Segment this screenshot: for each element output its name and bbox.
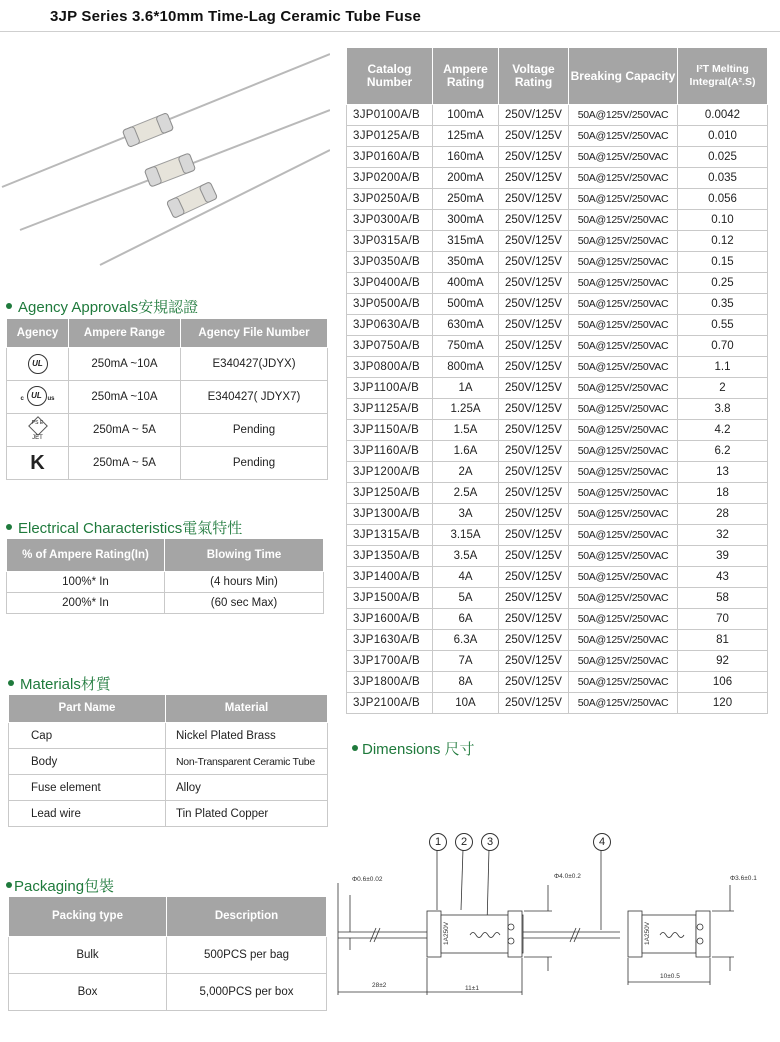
cul-suffix: us [47, 395, 55, 402]
dimension-drawing-svg [330, 825, 780, 1025]
packing-desc: 5,000PCS per box [167, 974, 327, 1011]
i2t-value: 4.2 [678, 420, 768, 441]
table-row [347, 357, 768, 378]
i2t-value: 120 [678, 693, 768, 714]
i2t-value: 39 [678, 546, 768, 567]
materials-heading [8, 673, 111, 694]
table-row [347, 105, 768, 126]
i2t-value: 0.10 [678, 210, 768, 231]
kc-icon: K [30, 452, 45, 474]
voltage-rating: 250V/125V [499, 588, 569, 609]
voltage-rating: 250V/125V [499, 336, 569, 357]
ampere-rating: 3A [433, 504, 499, 525]
table-row [347, 189, 768, 210]
electrical-header-rating: % of Ampere Rating(In) [7, 539, 165, 572]
table-row [347, 693, 768, 714]
voltage-rating: 250V/125V [499, 546, 569, 567]
agency-range: 250mA ~10A [69, 348, 181, 381]
table-row [9, 749, 328, 775]
catalog-header-row [347, 48, 768, 105]
ampere-rating: 2A [433, 462, 499, 483]
table-row [347, 630, 768, 651]
breaking-capacity: 50A@125V/250VAC [569, 252, 678, 273]
voltage-rating: 250V/125V [499, 126, 569, 147]
table-row [9, 937, 327, 974]
catalog-number: 3JP1700A/B [347, 651, 433, 672]
rating-cell: 100%* In [7, 572, 165, 593]
packaging-header-desc: Description [167, 897, 327, 937]
breaking-capacity: 50A@125V/250VAC [569, 399, 678, 420]
i2t-value: 81 [678, 630, 768, 651]
materials-header-row [9, 695, 328, 723]
ampere-rating: 10A [433, 693, 499, 714]
table-row [347, 399, 768, 420]
agency-mark-cell [7, 348, 69, 381]
breaking-capacity: 50A@125V/250VAC [569, 420, 678, 441]
ampere-rating: 315mA [433, 231, 499, 252]
voltage-rating: 250V/125V [499, 567, 569, 588]
ampere-rating: 3.15A [433, 525, 499, 546]
ampere-rating: 8A [433, 672, 499, 693]
table-row [347, 273, 768, 294]
voltage-rating: 250V/125V [499, 441, 569, 462]
ampere-rating: 630mA [433, 315, 499, 336]
table-row [347, 483, 768, 504]
ampere-rating: 1.6A [433, 441, 499, 462]
packing-desc: 500PCS per bag [167, 937, 327, 974]
voltage-rating: 250V/125V [499, 525, 569, 546]
jet-label: JET [32, 434, 43, 441]
bullet-icon [8, 680, 14, 686]
i2t-value: 0.0042 [678, 105, 768, 126]
part-name: Body [9, 749, 166, 775]
table-row [347, 210, 768, 231]
breaking-capacity: 50A@125V/250VAC [569, 546, 678, 567]
table-row [9, 801, 328, 827]
table-row [9, 974, 327, 1011]
voltage-rating: 250V/125V [499, 273, 569, 294]
table-row [7, 593, 324, 614]
table-row [347, 462, 768, 483]
table-row [347, 126, 768, 147]
material-value: Nickel Plated Brass [166, 723, 328, 749]
breaking-capacity: 50A@125V/250VAC [569, 273, 678, 294]
breaking-capacity: 50A@125V/250VAC [569, 462, 678, 483]
i2t-value: 2 [678, 378, 768, 399]
i2t-value: 28 [678, 504, 768, 525]
voltage-rating: 250V/125V [499, 189, 569, 210]
catalog-number: 3JP1500A/B [347, 588, 433, 609]
ampere-rating: 250mA [433, 189, 499, 210]
i2t-value: 0.010 [678, 126, 768, 147]
breaking-capacity: 50A@125V/250VAC [569, 378, 678, 399]
table-row [347, 588, 768, 609]
table-row [9, 775, 328, 801]
time-cell: (4 hours Min) [165, 572, 324, 593]
i2t-value: 13 [678, 462, 768, 483]
catalog-number: 3JP1630A/B [347, 630, 433, 651]
cul-mark: UL [27, 386, 47, 406]
i2t-value: 43 [678, 567, 768, 588]
catalog-number: 3JP0400A/B [347, 273, 433, 294]
voltage-rating: 250V/125V [499, 399, 569, 420]
table-row [347, 420, 768, 441]
agency-mark-cell [7, 381, 69, 414]
i2t-value: 0.035 [678, 168, 768, 189]
materials-table [8, 694, 328, 827]
ampere-rating: 7A [433, 651, 499, 672]
part-name: Lead wire [9, 801, 166, 827]
electrical-header-time: Blowing Time [165, 539, 324, 572]
agency-header-file: Agency File Number [181, 319, 328, 348]
breaking-capacity: 50A@125V/250VAC [569, 651, 678, 672]
i2t-value: 1.1 [678, 357, 768, 378]
table-row [347, 147, 768, 168]
breaking-capacity: 50A@125V/250VAC [569, 231, 678, 252]
dimensions-heading [352, 738, 475, 759]
voltage-rating: 250V/125V [499, 315, 569, 336]
part-name: Fuse element [9, 775, 166, 801]
fuse-illustration-3 [100, 150, 330, 265]
bullet-icon [352, 745, 358, 751]
lead-diameter-label: Φ0.6±0.02 [352, 876, 383, 883]
catalog-header-number: Catalog Number [347, 48, 433, 105]
catalog-number: 3JP1300A/B [347, 504, 433, 525]
body-length-label: 10±0.5 [660, 973, 680, 980]
table-row [347, 609, 768, 630]
table-row [9, 723, 328, 749]
table-row [347, 168, 768, 189]
table-row [347, 378, 768, 399]
voltage-rating: 250V/125V [499, 693, 569, 714]
dimension-drawing [330, 825, 780, 1025]
ampere-rating: 1A [433, 378, 499, 399]
table-row [347, 315, 768, 336]
agency-file: Pending [181, 414, 328, 447]
table-row [347, 294, 768, 315]
table-row [7, 572, 324, 593]
packaging-header-type: Packing type [9, 897, 167, 937]
i2t-value: 0.70 [678, 336, 768, 357]
i2t-value: 0.056 [678, 189, 768, 210]
i2t-value: 106 [678, 672, 768, 693]
ampere-rating: 6A [433, 609, 499, 630]
catalog-number: 3JP1400A/B [347, 567, 433, 588]
table-row [7, 381, 328, 414]
agency-heading [6, 296, 198, 317]
agency-range: 250mA ~ 5A [69, 447, 181, 480]
ampere-rating: 3.5A [433, 546, 499, 567]
table-row [347, 651, 768, 672]
breaking-capacity: 50A@125V/250VAC [569, 525, 678, 546]
voltage-rating: 250V/125V [499, 651, 569, 672]
voltage-rating: 250V/125V [499, 168, 569, 189]
ampere-rating: 125mA [433, 126, 499, 147]
ampere-rating: 350mA [433, 252, 499, 273]
ampere-rating: 6.3A [433, 630, 499, 651]
table-row [347, 231, 768, 252]
i2t-value: 0.15 [678, 252, 768, 273]
catalog-header-voltage: Voltage Rating [499, 48, 569, 105]
table-row [347, 672, 768, 693]
agency-range: 250mA ~10A [69, 381, 181, 414]
cap-diameter-label: Φ3.6±0.1 [730, 875, 757, 882]
breaking-capacity: 50A@125V/250VAC [569, 147, 678, 168]
catalog-number: 3JP0500A/B [347, 294, 433, 315]
title-divider [0, 31, 780, 32]
pse-jet-icon [26, 416, 50, 442]
voltage-rating: 250V/125V [499, 672, 569, 693]
table-row [347, 546, 768, 567]
agency-file: E340427( JDYX7) [181, 381, 328, 414]
materials-header-material: Material [166, 695, 328, 723]
agency-mark-cell [7, 447, 69, 480]
i2t-value: 0.35 [678, 294, 768, 315]
packing-type: Bulk [9, 937, 167, 974]
catalog-number: 3JP0315A/B [347, 231, 433, 252]
breaking-capacity: 50A@125V/250VAC [569, 294, 678, 315]
voltage-rating: 250V/125V [499, 483, 569, 504]
catalog-table [346, 47, 768, 714]
table-row [347, 567, 768, 588]
packaging-header-row [9, 897, 327, 937]
electrical-heading [6, 517, 242, 538]
catalog-number: 3JP0750A/B [347, 336, 433, 357]
packaging-heading [6, 875, 114, 896]
i2t-value: 3.8 [678, 399, 768, 420]
catalog-number: 3JP1150A/B [347, 420, 433, 441]
catalog-number: 3JP0300A/B [347, 210, 433, 231]
breaking-capacity: 50A@125V/250VAC [569, 504, 678, 525]
i2t-value: 0.55 [678, 315, 768, 336]
marking-label-2: 1A250V [644, 921, 651, 945]
catalog-number: 3JP1350A/B [347, 546, 433, 567]
breaking-capacity: 50A@125V/250VAC [569, 336, 678, 357]
catalog-header-breaking: Breaking Capacity [569, 48, 678, 105]
callout-2: 2 [455, 833, 473, 851]
bullet-icon [6, 882, 12, 888]
fuse-length-label: 11±1 [465, 985, 479, 992]
i2t-value: 6.2 [678, 441, 768, 462]
materials-header-part: Part Name [9, 695, 166, 723]
voltage-rating: 250V/125V [499, 630, 569, 651]
table-row [7, 348, 328, 381]
breaking-capacity: 50A@125V/250VAC [569, 105, 678, 126]
voltage-rating: 250V/125V [499, 420, 569, 441]
catalog-number: 3JP0630A/B [347, 315, 433, 336]
catalog-number: 3JP0125A/B [347, 126, 433, 147]
ampere-rating: 160mA [433, 147, 499, 168]
materials-heading-text: Materials材質 [20, 676, 111, 693]
breaking-capacity: 50A@125V/250VAC [569, 588, 678, 609]
dimensions-heading-text: Dimensions 尺寸 [362, 741, 475, 758]
agency-file: Pending [181, 447, 328, 480]
i2t-value: 32 [678, 525, 768, 546]
bullet-icon [6, 524, 12, 530]
pse-mark: PS E [31, 419, 44, 426]
table-row [347, 252, 768, 273]
agency-header-agency: Agency [7, 319, 69, 348]
catalog-number: 3JP1800A/B [347, 672, 433, 693]
ampere-rating: 800mA [433, 357, 499, 378]
agency-table [6, 318, 328, 480]
catalog-number: 3JP0800A/B [347, 357, 433, 378]
callout-4: 4 [593, 833, 611, 851]
breaking-capacity: 50A@125V/250VAC [569, 567, 678, 588]
catalog-number: 3JP2100A/B [347, 693, 433, 714]
i2t-value: 58 [678, 588, 768, 609]
cul-us-icon [21, 386, 55, 406]
agency-range: 250mA ~ 5A [69, 414, 181, 447]
packaging-table [8, 896, 327, 1011]
i2t-value: 0.025 [678, 147, 768, 168]
cul-prefix: c [20, 395, 24, 402]
i2t-value: 92 [678, 651, 768, 672]
electrical-table [6, 538, 324, 614]
catalog-number: 3JP0200A/B [347, 168, 433, 189]
agency-heading-text: Agency Approvals安規認證 [18, 299, 199, 316]
material-value: Non-Transparent Ceramic Tube [166, 749, 328, 775]
ampere-rating: 1.25A [433, 399, 499, 420]
packing-type: Box [9, 974, 167, 1011]
breaking-capacity: 50A@125V/250VAC [569, 672, 678, 693]
electrical-heading-text: Electrical Characteristics電氣特性 [18, 520, 243, 537]
i2t-value: 18 [678, 483, 768, 504]
ampere-rating: 200mA [433, 168, 499, 189]
table-row [347, 525, 768, 546]
packaging-heading-text: Packaging包裝 [14, 878, 115, 895]
ampere-rating: 100mA [433, 105, 499, 126]
voltage-rating: 250V/125V [499, 105, 569, 126]
ul-icon: UL [28, 354, 48, 374]
time-cell: (60 sec Max) [165, 593, 324, 614]
catalog-number: 3JP0160A/B [347, 147, 433, 168]
i2t-value: 0.25 [678, 273, 768, 294]
page-title: 3JP Series 3.6*10mm Time-Lag Ceramic Tube Fuse [50, 8, 422, 25]
product-photo [0, 40, 330, 270]
table-row [347, 441, 768, 462]
voltage-rating: 250V/125V [499, 294, 569, 315]
breaking-capacity: 50A@125V/250VAC [569, 609, 678, 630]
breaking-capacity: 50A@125V/250VAC [569, 693, 678, 714]
ampere-rating: 2.5A [433, 483, 499, 504]
ampere-rating: 5A [433, 588, 499, 609]
voltage-rating: 250V/125V [499, 147, 569, 168]
catalog-number: 3JP1125A/B [347, 399, 433, 420]
agency-header-row [7, 319, 328, 348]
voltage-rating: 250V/125V [499, 462, 569, 483]
callout-1: 1 [429, 833, 447, 851]
breaking-capacity: 50A@125V/250VAC [569, 189, 678, 210]
ampere-rating: 1.5A [433, 420, 499, 441]
agency-mark-cell [7, 414, 69, 447]
voltage-rating: 250V/125V [499, 210, 569, 231]
breaking-capacity: 50A@125V/250VAC [569, 357, 678, 378]
voltage-rating: 250V/125V [499, 231, 569, 252]
voltage-rating: 250V/125V [499, 504, 569, 525]
catalog-number: 3JP1600A/B [347, 609, 433, 630]
breaking-capacity: 50A@125V/250VAC [569, 441, 678, 462]
breaking-capacity: 50A@125V/250VAC [569, 126, 678, 147]
electrical-header-row [7, 539, 324, 572]
part-name: Cap [9, 723, 166, 749]
ampere-rating: 750mA [433, 336, 499, 357]
voltage-rating: 250V/125V [499, 378, 569, 399]
table-row [7, 414, 328, 447]
catalog-number: 3JP1100A/B [347, 378, 433, 399]
catalog-number: 3JP1200A/B [347, 462, 433, 483]
material-value: Alloy [166, 775, 328, 801]
catalog-number: 3JP0350A/B [347, 252, 433, 273]
lead-length-label: 28±2 [372, 982, 387, 989]
agency-file: E340427(JDYX) [181, 348, 328, 381]
breaking-capacity: 50A@125V/250VAC [569, 210, 678, 231]
breaking-capacity: 50A@125V/250VAC [569, 315, 678, 336]
ampere-rating: 4A [433, 567, 499, 588]
catalog-number: 3JP1315A/B [347, 525, 433, 546]
catalog-number: 3JP0250A/B [347, 189, 433, 210]
voltage-rating: 250V/125V [499, 252, 569, 273]
catalog-number: 3JP1250A/B [347, 483, 433, 504]
catalog-number: 3JP1160A/B [347, 441, 433, 462]
i2t-value: 70 [678, 609, 768, 630]
table-row [347, 504, 768, 525]
ampere-rating: 300mA [433, 210, 499, 231]
material-value: Tin Plated Copper [166, 801, 328, 827]
voltage-rating: 250V/125V [499, 357, 569, 378]
body-diameter-label: Φ4.0±0.2 [554, 873, 581, 880]
ampere-rating: 400mA [433, 273, 499, 294]
bullet-icon [6, 303, 12, 309]
marking-label: 1A250V [443, 921, 450, 945]
rating-cell: 200%* In [7, 593, 165, 614]
catalog-header-ampere: Ampere Rating [433, 48, 499, 105]
breaking-capacity: 50A@125V/250VAC [569, 630, 678, 651]
catalog-body [347, 105, 768, 714]
voltage-rating: 250V/125V [499, 609, 569, 630]
table-row [347, 336, 768, 357]
breaking-capacity: 50A@125V/250VAC [569, 483, 678, 504]
ampere-rating: 500mA [433, 294, 499, 315]
catalog-number: 3JP0100A/B [347, 105, 433, 126]
catalog-header-i2t: I²T Melting Integral(A².S) [678, 48, 768, 105]
breaking-capacity: 50A@125V/250VAC [569, 168, 678, 189]
i2t-value: 0.12 [678, 231, 768, 252]
agency-header-range: Ampere Range [69, 319, 181, 348]
table-row [7, 447, 328, 480]
callout-3: 3 [481, 833, 499, 851]
